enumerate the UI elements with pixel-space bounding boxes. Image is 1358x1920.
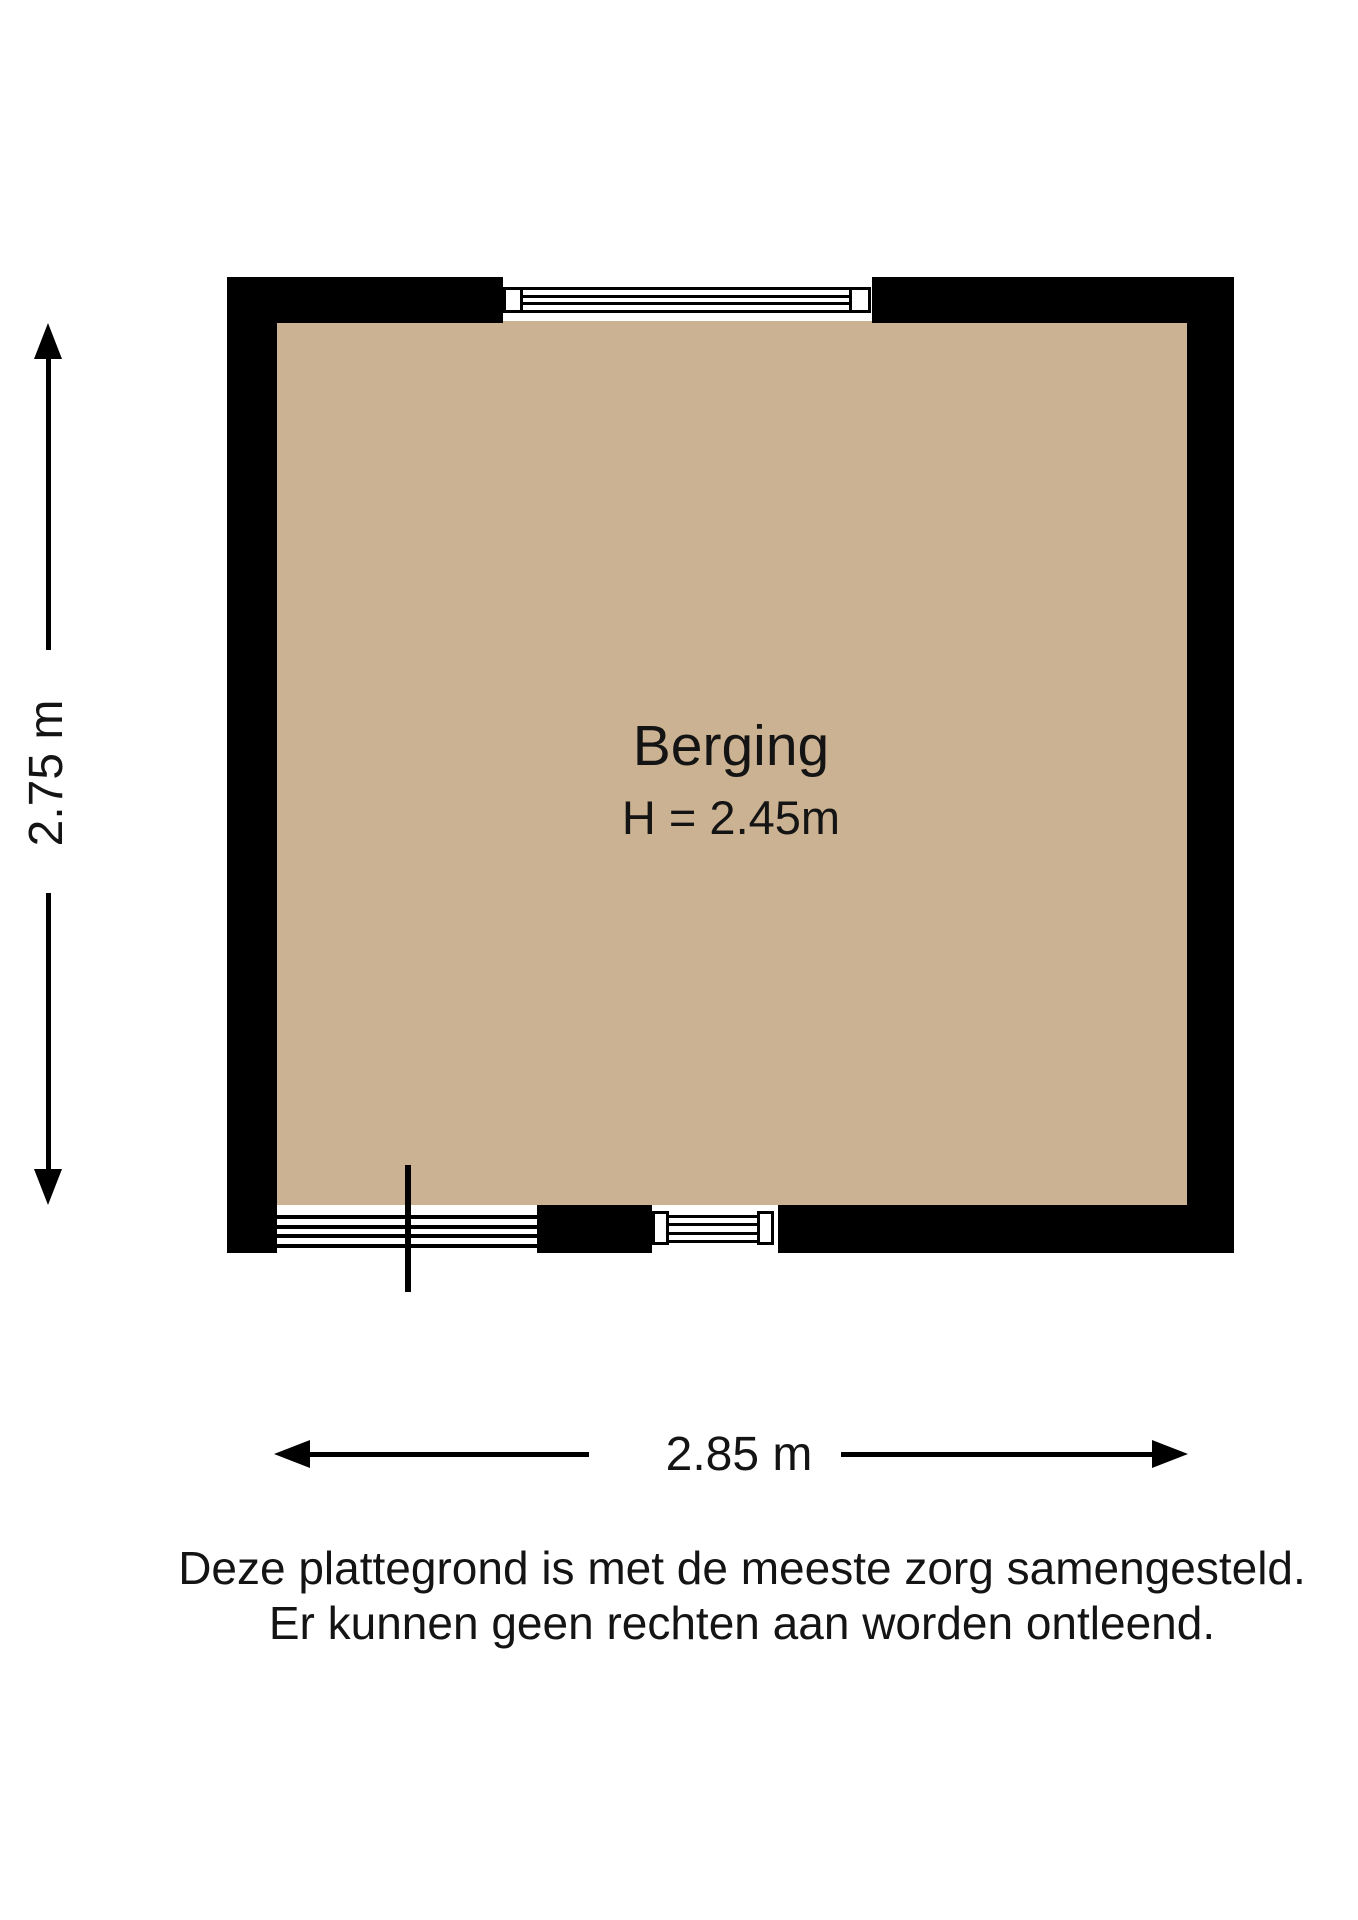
height-dimension-line-upper: [46, 357, 51, 650]
top-window-glazing: [521, 287, 851, 313]
glazing-line: [521, 310, 851, 313]
glazing-line: [667, 1240, 759, 1243]
disclaimer-line-1: Deze plattegrond is met de meeste zorg samengesteld.: [178, 1542, 1306, 1594]
arrowhead-left-icon: [274, 1440, 310, 1468]
arrowhead-up-icon: [34, 323, 62, 359]
bottom-window-left-cap: [652, 1211, 669, 1245]
height-dimension-label: 2.75 m: [20, 699, 73, 847]
disclaimer-line-2: Er kunnen geen rechten aan worden ontleend.: [268, 1597, 1216, 1649]
arrowhead-right-icon: [1152, 1440, 1188, 1468]
glazing-line: [521, 295, 851, 298]
wall-bottom-middle-segment: [537, 1205, 652, 1253]
width-dimension-line-right: [841, 1452, 1154, 1457]
bottom-window-glazing: [667, 1215, 759, 1243]
wall-bottom-right-segment: [778, 1205, 1234, 1253]
glazing-line: [667, 1215, 759, 1218]
wall-top-left-segment: [227, 277, 503, 323]
disclaimer: [84, 1541, 1358, 1651]
glazing-line: [667, 1232, 759, 1235]
arrowhead-down-icon: [34, 1169, 62, 1205]
wall-left: [227, 277, 277, 1253]
bottom-window-right-cap: [757, 1211, 774, 1245]
glazing-line: [521, 302, 851, 305]
width-dimension-label: 2.85 m: [589, 1429, 889, 1481]
top-window-left-cap: [503, 287, 523, 313]
top-window-right-cap: [849, 287, 871, 313]
glazing-line: [667, 1223, 759, 1226]
glazing-line: [521, 287, 851, 290]
room-label: Berging: [632, 714, 830, 778]
wall-right: [1187, 277, 1234, 1253]
door-marker-line: [405, 1165, 411, 1292]
wall-top-right-segment: [872, 277, 1234, 323]
ceiling-height-label: H = 2.45m: [621, 791, 841, 844]
height-dimension-line-lower: [46, 893, 51, 1172]
